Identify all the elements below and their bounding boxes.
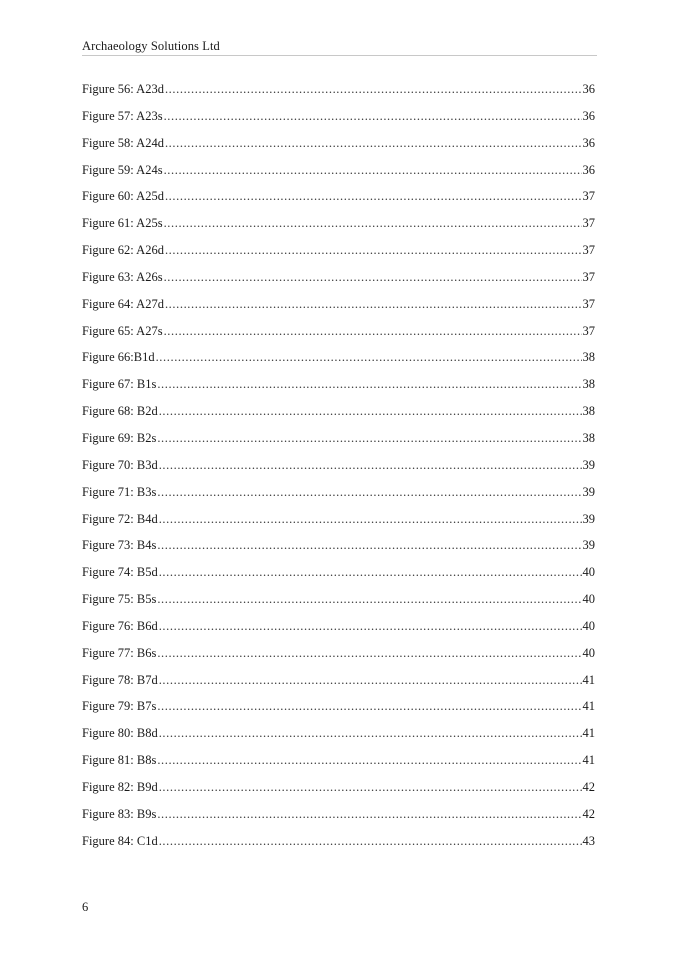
dot-leader bbox=[157, 429, 581, 447]
toc-entry-page: 40 bbox=[582, 592, 595, 607]
toc-entry-page: 38 bbox=[582, 377, 595, 392]
dot-leader bbox=[165, 134, 582, 152]
dot-leader bbox=[164, 107, 582, 125]
header-title: Archaeology Solutions Ltd bbox=[82, 39, 220, 53]
toc-entry[interactable] bbox=[82, 832, 595, 859]
toc-entry-label: Figure 81: B8s bbox=[82, 753, 157, 768]
toc-entry-label: Figure 68: B2d bbox=[82, 404, 158, 419]
toc-entry-label: Figure 56: A23d bbox=[82, 82, 164, 96]
toc-entry[interactable] bbox=[82, 617, 595, 644]
toc-entry-label: Figure 64: A27d bbox=[82, 296, 164, 311]
toc-entry-page: 39 bbox=[582, 457, 595, 472]
dot-leader bbox=[157, 483, 581, 501]
toc-entry-label: Figure 78: B7d bbox=[82, 672, 158, 687]
toc-entry-label: Figure 77: B6s bbox=[82, 645, 157, 660]
toc-entry-label: Figure 72: B4d bbox=[82, 511, 158, 526]
toc-entry-label: Figure 69: B2s bbox=[82, 430, 157, 445]
toc-entry-page: 41 bbox=[582, 753, 595, 768]
toc-entry[interactable] bbox=[82, 429, 595, 456]
toc-entry[interactable] bbox=[82, 375, 595, 402]
toc-entry-page: 37 bbox=[582, 296, 595, 311]
dot-leader bbox=[159, 778, 582, 796]
toc-entry[interactable] bbox=[82, 644, 595, 671]
toc-entry[interactable] bbox=[82, 187, 595, 214]
dot-leader bbox=[157, 536, 581, 554]
toc-entry-label: Figure 70: B3d bbox=[82, 457, 158, 472]
toc-entry-label: Figure 66:B1d bbox=[82, 350, 155, 365]
toc-entry-label: Figure 79: B7s bbox=[82, 699, 157, 714]
toc-entry-label: Figure 80: B8d bbox=[82, 726, 158, 741]
toc-entry[interactable] bbox=[82, 161, 595, 188]
toc-entry-page: 37 bbox=[582, 269, 595, 284]
toc-entry[interactable] bbox=[82, 778, 595, 805]
dot-leader bbox=[164, 161, 582, 179]
toc-entry-page: 36 bbox=[582, 162, 595, 177]
toc-entry-page: 37 bbox=[582, 243, 595, 258]
dot-leader bbox=[159, 456, 582, 474]
toc-entry-page: 36 bbox=[582, 135, 595, 150]
toc-entry-page: 42 bbox=[582, 779, 595, 794]
toc-entry-label: Figure 57: A23s bbox=[82, 108, 163, 123]
toc-entry-page: 37 bbox=[582, 216, 595, 231]
dot-leader bbox=[159, 724, 582, 742]
toc-entry[interactable] bbox=[82, 295, 595, 322]
toc-entry-page: 37 bbox=[582, 189, 595, 204]
toc-entry[interactable] bbox=[82, 590, 595, 617]
toc-entry-label: Figure 71: B3s bbox=[82, 484, 157, 499]
toc-entry[interactable] bbox=[82, 805, 595, 832]
toc-entry[interactable] bbox=[82, 456, 595, 483]
toc-entry[interactable] bbox=[82, 322, 595, 349]
toc-entry-page: 42 bbox=[582, 806, 595, 821]
toc-entry[interactable] bbox=[82, 671, 595, 698]
toc-entry-label: Figure 82: B9d bbox=[82, 779, 158, 794]
toc-entry-page: 36 bbox=[582, 82, 595, 96]
dot-leader bbox=[159, 402, 582, 420]
toc-entry-label: Figure 75: B5s bbox=[82, 592, 157, 607]
page-number: 6 bbox=[82, 900, 89, 914]
toc-entry[interactable] bbox=[82, 214, 595, 241]
dot-leader bbox=[157, 590, 581, 608]
toc-entry-label: Figure 74: B5d bbox=[82, 565, 158, 580]
toc-entry-label: Figure 84: C1d bbox=[82, 833, 158, 848]
toc-entry[interactable] bbox=[82, 751, 595, 778]
toc-entry-label: Figure 65: A27s bbox=[82, 323, 163, 338]
dot-leader bbox=[159, 671, 582, 689]
toc-entry-label: Figure 59: A24s bbox=[82, 162, 163, 177]
toc-entry-page: 37 bbox=[582, 323, 595, 338]
toc-entry-page: 40 bbox=[582, 645, 595, 660]
toc-entry-page: 36 bbox=[582, 108, 595, 123]
toc-entry[interactable] bbox=[82, 241, 595, 268]
toc-entry-page: 38 bbox=[582, 350, 595, 365]
dot-leader bbox=[165, 241, 582, 259]
dot-leader bbox=[157, 751, 581, 769]
toc-entry-label: Figure 60: A25d bbox=[82, 189, 164, 204]
toc-entry[interactable] bbox=[82, 724, 595, 751]
toc-entry-label: Figure 76: B6d bbox=[82, 618, 158, 633]
toc-entry[interactable] bbox=[82, 402, 595, 429]
dot-leader bbox=[157, 644, 581, 662]
page-header bbox=[82, 38, 597, 56]
dot-leader bbox=[157, 805, 581, 823]
toc-entry-page: 40 bbox=[582, 565, 595, 580]
table-of-figures bbox=[82, 80, 595, 858]
toc-entry-page: 39 bbox=[582, 511, 595, 526]
dot-leader bbox=[159, 510, 582, 528]
dot-leader bbox=[159, 563, 582, 581]
toc-entry-page: 39 bbox=[582, 484, 595, 499]
toc-entry[interactable] bbox=[82, 80, 595, 107]
toc-entry-label: Figure 58: A24d bbox=[82, 135, 164, 150]
toc-entry-label: Figure 83: B9s bbox=[82, 806, 157, 821]
toc-entry[interactable] bbox=[82, 107, 595, 134]
toc-entry-page: 38 bbox=[582, 430, 595, 445]
toc-entry[interactable] bbox=[82, 348, 595, 375]
toc-entry-label: Figure 67: B1s bbox=[82, 377, 157, 392]
toc-entry[interactable] bbox=[82, 510, 595, 537]
toc-entry[interactable] bbox=[82, 697, 595, 724]
toc-entry-page: 43 bbox=[582, 833, 595, 848]
dot-leader bbox=[157, 375, 581, 393]
toc-entry-page: 41 bbox=[582, 699, 595, 714]
dot-leader bbox=[164, 322, 582, 340]
toc-entry-label: Figure 62: A26d bbox=[82, 243, 164, 258]
toc-entry-page: 41 bbox=[582, 672, 595, 687]
toc-entry-label: Figure 73: B4s bbox=[82, 538, 157, 553]
dot-leader bbox=[165, 80, 582, 98]
toc-entry-page: 39 bbox=[582, 538, 595, 553]
dot-leader bbox=[164, 214, 582, 232]
toc-entry[interactable] bbox=[82, 268, 595, 295]
dot-leader bbox=[164, 268, 582, 286]
toc-entry-label: Figure 61: A25s bbox=[82, 216, 163, 231]
toc-entry[interactable] bbox=[82, 134, 595, 161]
toc-entry-page: 38 bbox=[582, 404, 595, 419]
toc-entry-label: Figure 63: A26s bbox=[82, 269, 163, 284]
toc-entry[interactable] bbox=[82, 563, 595, 590]
dot-leader bbox=[159, 832, 582, 850]
dot-leader bbox=[159, 617, 582, 635]
dot-leader bbox=[165, 187, 582, 205]
dot-leader bbox=[165, 295, 582, 313]
toc-entry-page: 40 bbox=[582, 618, 595, 633]
toc-entry-page: 41 bbox=[582, 726, 595, 741]
dot-leader bbox=[156, 348, 582, 366]
dot-leader bbox=[157, 697, 581, 715]
toc-entry[interactable] bbox=[82, 483, 595, 510]
toc-entry[interactable] bbox=[82, 536, 595, 563]
